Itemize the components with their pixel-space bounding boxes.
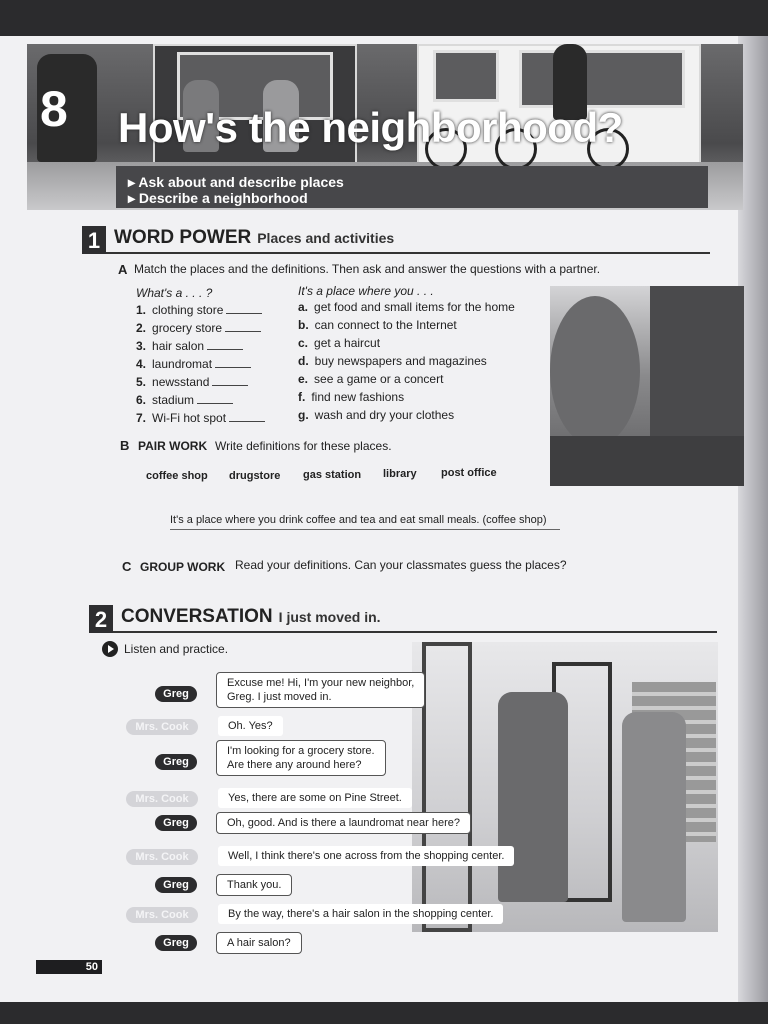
speaker-greg: Greg — [155, 815, 197, 831]
answer-blank[interactable] — [207, 339, 243, 350]
place-number: 1. — [136, 303, 147, 317]
speaker-mrs-cook: Mrs. Cook — [126, 719, 198, 735]
definition-text: get a haircut — [314, 336, 381, 350]
door-frame — [422, 642, 472, 932]
part-letter: A — [118, 262, 128, 277]
section-rule — [113, 631, 717, 633]
shop-window — [519, 50, 685, 108]
place-word: gas station — [303, 469, 362, 481]
section-header — [89, 605, 717, 633]
dialogue-line: Thank you. — [227, 879, 282, 891]
answer-blank[interactable] — [229, 411, 265, 422]
tree — [550, 296, 640, 446]
section-subtitle: I just moved in. — [278, 609, 381, 625]
answer-blank[interactable] — [212, 375, 248, 386]
place-number: 4. — [136, 357, 147, 371]
place-name: Wi-Fi hot spot — [152, 411, 227, 425]
audio-play-icon[interactable] — [102, 641, 118, 657]
definition-item — [298, 408, 454, 422]
dialogue-line: Oh, good. And is there a laundromat near here? — [227, 817, 460, 829]
activity-label: PAIR WORK — [138, 439, 208, 453]
instruction: Read your definitions. Can your classmates guess the places? — [235, 558, 567, 572]
mrs-cook-line — [218, 846, 514, 866]
mrs-cook-line — [218, 788, 412, 808]
dialogue-line: Yes, there are some on Pine Street. — [228, 792, 402, 804]
mrs-cook-line — [218, 904, 503, 924]
definition-letter: a. — [298, 300, 309, 314]
section-header — [82, 226, 710, 254]
goal-item: ▸ Ask about and describe places — [128, 174, 344, 190]
definition-letter: e. — [298, 372, 309, 386]
answer-blank[interactable] — [226, 303, 262, 314]
page-number — [36, 960, 102, 974]
shop-window — [433, 50, 499, 102]
dialogue-line: A hair salon? — [227, 937, 291, 949]
listen-instruction: Listen and practice. — [124, 642, 229, 656]
section-subtitle: Places and activities — [257, 230, 395, 246]
speaker-mrs-cook: Mrs. Cook — [126, 907, 198, 923]
place-number: 5. — [136, 375, 147, 389]
definition-letter: b. — [298, 318, 309, 332]
speaker-greg: Greg — [155, 754, 197, 770]
unit-goals — [116, 166, 708, 208]
section-number: 1 — [82, 226, 106, 254]
dialogue-line: Oh. Yes? — [228, 720, 273, 732]
place-item — [136, 357, 251, 371]
place-item — [136, 411, 265, 425]
speaker-mrs-cook: Mrs. Cook — [126, 791, 198, 807]
definition-item — [298, 372, 443, 386]
place-word: drugstore — [229, 470, 281, 482]
column-heading: What's a . . . ? — [136, 286, 213, 300]
dialogue-line: By the way, there's a hair salon in the shopping center. — [228, 908, 494, 920]
place-word: coffee shop — [146, 470, 208, 482]
section-title-text: CONVERSATION — [121, 606, 273, 627]
answer-blank[interactable] — [197, 393, 233, 404]
street-photo — [550, 286, 744, 486]
dialogue-line: I'm looking for a grocery store. — [227, 745, 375, 757]
definition-item — [298, 318, 457, 332]
dialogue-line: Excuse me! Hi, I'm your new neighbor, — [227, 677, 415, 689]
speaker-mrs-cook: Mrs. Cook — [126, 849, 198, 865]
section-rule — [106, 252, 710, 254]
section-title — [121, 606, 381, 628]
street — [550, 436, 744, 486]
definition-letter: f. — [298, 390, 306, 404]
place-name: hair salon — [152, 339, 205, 353]
building — [650, 286, 744, 446]
section-number: 2 — [89, 605, 113, 633]
place-number: 3. — [136, 339, 147, 353]
goal-item: ▸ Describe a neighborhood — [128, 190, 308, 206]
place-word: library — [383, 468, 417, 480]
place-word: post office — [441, 467, 497, 479]
definition-text: see a game or a concert — [314, 372, 444, 386]
speaker-greg: Greg — [155, 935, 197, 951]
definition-item — [298, 354, 487, 368]
place-number: 2. — [136, 321, 147, 335]
dialogue-line: Greg. I just moved in. — [227, 691, 332, 703]
definition-item — [298, 390, 404, 404]
place-item — [136, 303, 262, 317]
unit-number: 8 — [40, 81, 67, 137]
section-title-text: WORD POWER — [114, 227, 252, 248]
place-item — [136, 339, 243, 353]
place-name: clothing store — [152, 303, 224, 317]
definition-letter: c. — [298, 336, 309, 350]
speaker-greg: Greg — [155, 877, 197, 893]
definition-text: find new fashions — [311, 390, 405, 404]
instruction: Write definitions for these places. — [215, 439, 392, 453]
definition-text: buy newspapers and magazines — [314, 354, 487, 368]
definition-item — [298, 336, 380, 350]
answer-line — [170, 529, 560, 530]
page-number-text: 50 — [85, 961, 98, 973]
mrs-cook-line — [218, 716, 283, 736]
greg-speech-bubble — [216, 812, 471, 834]
place-number: 6. — [136, 393, 147, 407]
definition-text: get food and small items for the home — [314, 300, 515, 314]
place-item — [136, 375, 248, 389]
greg-speech-bubble — [216, 740, 386, 776]
part-letter: C — [122, 559, 132, 574]
place-name: stadium — [152, 393, 195, 407]
definition-item — [298, 300, 515, 314]
answer-blank[interactable] — [215, 357, 251, 368]
place-name: grocery store — [152, 321, 223, 335]
conversation-illustration — [412, 642, 718, 932]
mrs-cook-figure — [622, 712, 686, 922]
definition-text: wash and dry your clothes — [314, 408, 455, 422]
place-name: laundromat — [152, 357, 213, 371]
greg-speech-bubble — [216, 672, 425, 708]
place-item — [136, 393, 233, 407]
dialogue-line: Are there any around here? — [227, 759, 362, 771]
section-title — [114, 227, 394, 249]
place-item — [136, 321, 261, 335]
instruction: Match the places and the definitions. Then ask and answer the questions with a partner. — [134, 262, 601, 276]
example-sentence: It's a place where you drink coffee and tea and eat small meals. (coffee shop) — [170, 514, 547, 526]
definition-letter: g. — [298, 408, 309, 422]
part-letter: B — [120, 438, 130, 453]
dialogue-line: Well, I think there's one across from the shopping center. — [228, 850, 505, 862]
speaker-greg: Greg — [155, 686, 197, 702]
definition-text: can connect to the Internet — [314, 318, 457, 332]
unit-title: How's the neighborhood? — [118, 104, 623, 151]
place-name: newsstand — [152, 375, 210, 389]
answer-blank[interactable] — [225, 321, 261, 332]
column-heading: It's a place where you . . . — [298, 284, 434, 298]
greg-speech-bubble — [216, 932, 302, 954]
greg-figure — [498, 692, 568, 902]
greg-speech-bubble — [216, 874, 292, 896]
place-number: 7. — [136, 411, 147, 425]
definition-letter: d. — [298, 354, 309, 368]
activity-label: GROUP WORK — [140, 560, 226, 574]
